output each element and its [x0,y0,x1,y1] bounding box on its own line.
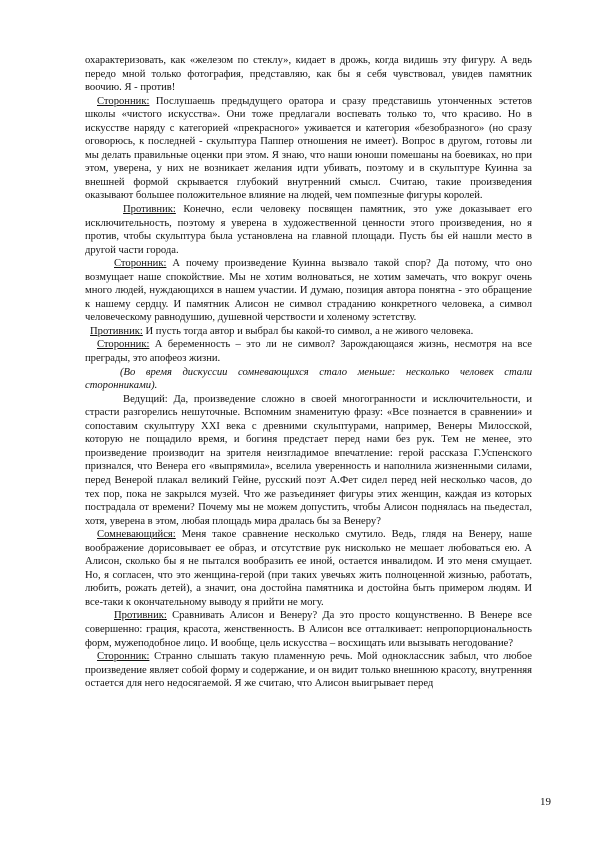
document-page [85,54,532,691]
paragraph-3 [85,203,532,257]
paragraph-2 [85,95,532,203]
speaker-label: Сторонник: [114,258,167,270]
paragraph-4 [85,257,532,325]
paragraph-text: Конечно, если человеку посвящен памятник, это уже доказывает его исключительность, поэтому я уверена в художественной ценности этого произведения, но я против, чтобы скульптура была установлена на главной площади. Пусть бы ей нашли место в другой части города. [85,204,532,256]
paragraph-text: Послушаешь предыдущего оратора и сразу представишь утонченных эстетов школы «чистого искусства». Они тоже предлагали воспевать только то, что красиво. Но в искусстве наряду с категорией «прекрасного» уживается и категория «безобразного» (но сразу оговорюсь, к последней - скульптура Паппер отношения не имеет). Вопрос в другом, готовы ли мы делать правильные оценки при этом. Я знаю, что наши юноши помешаны на боевиках, но при этом, уверена, у них не возникает желания идти убивать, поэтому и в скульптуре Куинна за внешней формой скрывается глубокий внутренний смысл. Считаю, такие произведения оказывают большее положительное влияние на людей, чем помпезные фигуры королей. [85,95,532,202]
speaker-label: Противник: [90,325,143,337]
paragraph-text: И пусть тогда автор и выбрал бы какой-то символ, а не живого человека. [142,325,474,337]
speaker-label: Сторонник: [97,651,150,663]
paragraph-text: А почему произведение Куинна вызвало такой спор? Да потому, что оно возмущает наше спокойствие. Мы не хотим волноваться, не хотим замечать, что вокруг очень много людей, нуждающихся в нашем участии. И думаю, позиция автора понятна - это обращение к нашему сердцу. И памятник Алисон не символ страданию конкретного человека, а символ человеческому равнодушию, душевной черствости и холеному эстетству. [85,258,532,324]
paragraph-8 [85,393,532,528]
stage-note-text: (Во время дискуссии сомневающихся стало меньше: несколько человек стали сторонниками). [85,366,532,392]
paragraph-text: Ведущий: Да, произведение сложно в своей многогранности и исключительности, и страсти разгорелись нешуточные. Вспомним знаменитую фразу: «Все познается в сравнении» и сопоставим скульптуру XXI века с древними скульптурами, например, Венеры Милосской, которую не пощадило время, и богиня предстает перед нами без рук. Тем не менее, это произведение производит на зрителя неизгладимое впечатление: герой рассказа Г.Успенского признался, что Венера его «выпрямила», вселила уверенность и наполнила жизненными силами, перед Венерой плакал великий Гейне, русский поэт А.Фет сидел перед ней несколько часов, до тех пор, пока не закрылся музей. Что же разъединяет фигуры этих женщин, каждая из которых пострадала от времени? Почему мы не можем допустить, чтобы Алисон поднялась на пьедестал, хотя, уверена в этом, любая площадь мира дралась бы за Венеру? [85,393,532,527]
paragraph-1 [85,54,532,95]
paragraph-text: Странно слышать такую пламенную речь. Мой одноклассник забыл, что любое произведение являет собой форму и содержание, и он видит только внешнюю красоту, внутренняя остается для него недосягаемой. Я же считаю, что Алисон выигрывает перед [85,651,532,690]
paragraph-text: Меня такое сравнение несколько смутило. Ведь, глядя на Венеру, наше воображение дорисовывает ее образ, и отсутствие рук нисколько не мешает любоваться ею. А Алисон, сколько бы я не пытался вообразить ее иной, остается инвалидом. И это меня смущает. Но, я согласен, что это женщина-герой (при таких увечьях жить полноценной жизнью, работать, любить, рожать детей), а значит, она достойна памятника и достойна быть примером людям. И все-таки к окончательному выводу я прийти не могу. [85,529,532,608]
paragraph-text: охарактеризовать, как «железом по стеклу», кидает в дрожь, когда видишь эту фигуру. А ведь передо мной только фотография, представляю, как бы я себя чувствовал, увидев памятник воочию. Я - против! [85,55,532,94]
paragraph-6 [85,338,532,365]
paragraph-5 [85,325,532,339]
page-number: 19 [540,796,551,808]
stage-note [85,366,532,393]
speaker-label: Сторонник: [97,95,150,107]
paragraph-text: Сравнивать Алисон и Венеру? Да это просто кощунственно. В Венере все совершенно: грация, красота, женственность. В Алисон все отталкивает: непропорциональность форм, мужеподобное лицо. И вообще, цель искусства – восхищать или вызывать негодование? [85,610,532,649]
speaker-label: Противник: [114,610,167,622]
paragraph-text: А беременность – это ли не символ? Зарождающаяся жизнь, несмотря на все преграды, это апофеоз жизни. [85,339,532,365]
speaker-label: Сомневающийся: [97,529,176,541]
paragraph-10 [85,609,532,650]
speaker-label: Сторонник: [97,339,150,351]
paragraph-11 [85,650,532,691]
paragraph-9 [85,528,532,609]
speaker-label: Противник: [123,204,176,216]
